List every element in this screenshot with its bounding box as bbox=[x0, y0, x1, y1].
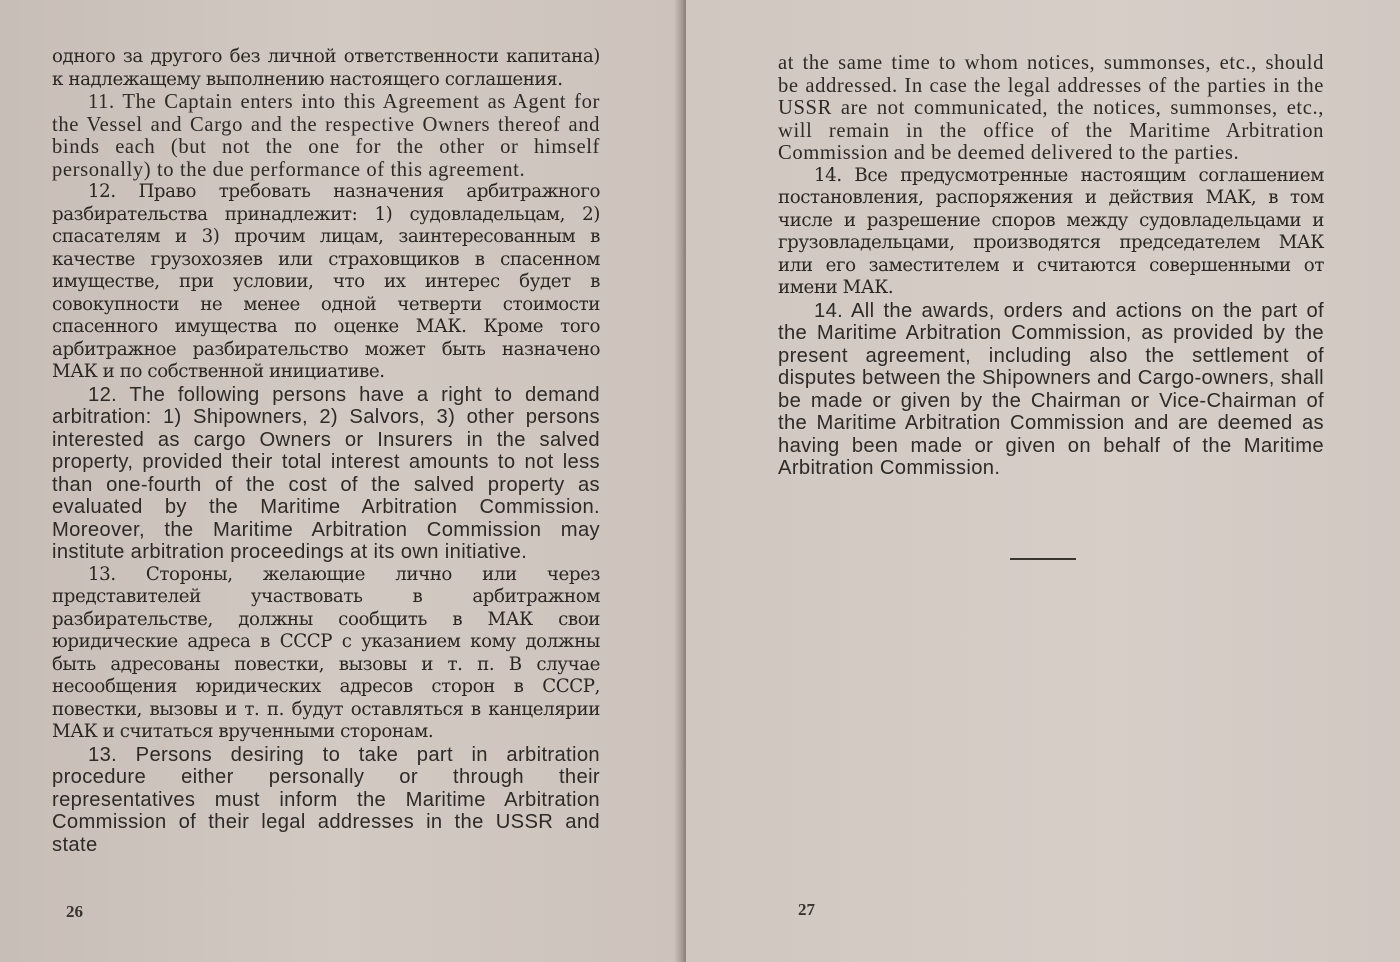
paragraph-11-en: 11. The Captain enters into this Agreement as Agent for the Vessel and Cargo and the respective Owners thereof and binds each (but not the one for the other or himself personally) to the due performance of this agreement. bbox=[52, 91, 600, 181]
page-number-left: 26 bbox=[66, 902, 83, 921]
paragraph-12-ru: 12. Право требовать назначения арбитражного разбирательства принадлежит: 1) судовладельцам, 2) спасателям и 3) прочим лицам, заинтересованным в качестве грузохозяев или страховщиков в спасенном имуществе, при условии, что их интерес будет в совокупности не менее одной четверти стоимости спасенного имущества по оценке МАК. Кроме того арбитражное разбирательство может быть назначено МАК и по собственной инициативе. bbox=[52, 181, 600, 382]
left-page-text bbox=[52, 46, 600, 856]
paragraph-14-en: 14. All the awards, orders and actions on the part of the Maritime Arbitration Commission, as provided by the present agreement, including also the settlement of disputes between the Shipowners and Cargo-owners, shall be made or given by the Chairman or Vice-Chairman of the Maritime Arbitration Commission and are deemed as having been made or given on behalf of the Maritime Arbitration Commission. bbox=[778, 299, 1324, 479]
paragraph-ru-continuation: одного за другого без личной ответственности капитана) к надлежащему выполнению настоящего соглашения. bbox=[52, 46, 600, 90]
paragraph-13-ru: 13. Стороны, желающие лично или через представителей участвовать в арбитражном разбирательстве, должны сообщить в МАК свои юридические адреса в СССР с указанием кому должны быть адресованы повестки, вызовы и т. п. В случае несообщения юридических адресов сторон в СССР, повестки, вызовы и т. п. будут оставляться в канцелярии МАК и считаться врученными сторонам. bbox=[52, 563, 600, 742]
paragraph-13-en-continuation: at the same time to whom notices, summonses, etc., should be addressed. In case the legal addresses of the parties in the USSR are not communicated, the notices, summonses, etc., will remain in the office of the Maritime Arbitration Commission and be deemed delivered to the parties. bbox=[778, 52, 1324, 164]
left-page bbox=[0, 0, 682, 962]
paragraph-14-ru: 14. Все предусмотренные настоящим соглашением постановления, распоряжения и действия МАК, в том числе и разрешение споров между судовладельцами и грузовладельцами, производятся председателем МАК или его заместителем и считаются совершенными от имени МАК. bbox=[778, 164, 1324, 298]
paragraph-13-en: 13. Persons desiring to take part in arbitration procedure either personally or through their representatives must inform the Maritime Arbitration Commission of their legal addresses in the USSR and state bbox=[52, 743, 600, 856]
paragraph-12-en: 12. The following persons have a right to demand arbitration: 1) Shipowners, 2) Salvors, 3) other persons interested as cargo Owners or Insurers in the salved property, provided their total interest amounts to not less than one-fourth of the cost of the salved property as evaluated by the Maritime Arbitration Commission. Moreover, the Maritime Arbitration Commission may institute arbitration proceedings at its own initiative. bbox=[52, 383, 600, 563]
page-number-right: 27 bbox=[798, 900, 815, 919]
closing-rule bbox=[1010, 558, 1076, 560]
right-page-text bbox=[778, 52, 1324, 480]
